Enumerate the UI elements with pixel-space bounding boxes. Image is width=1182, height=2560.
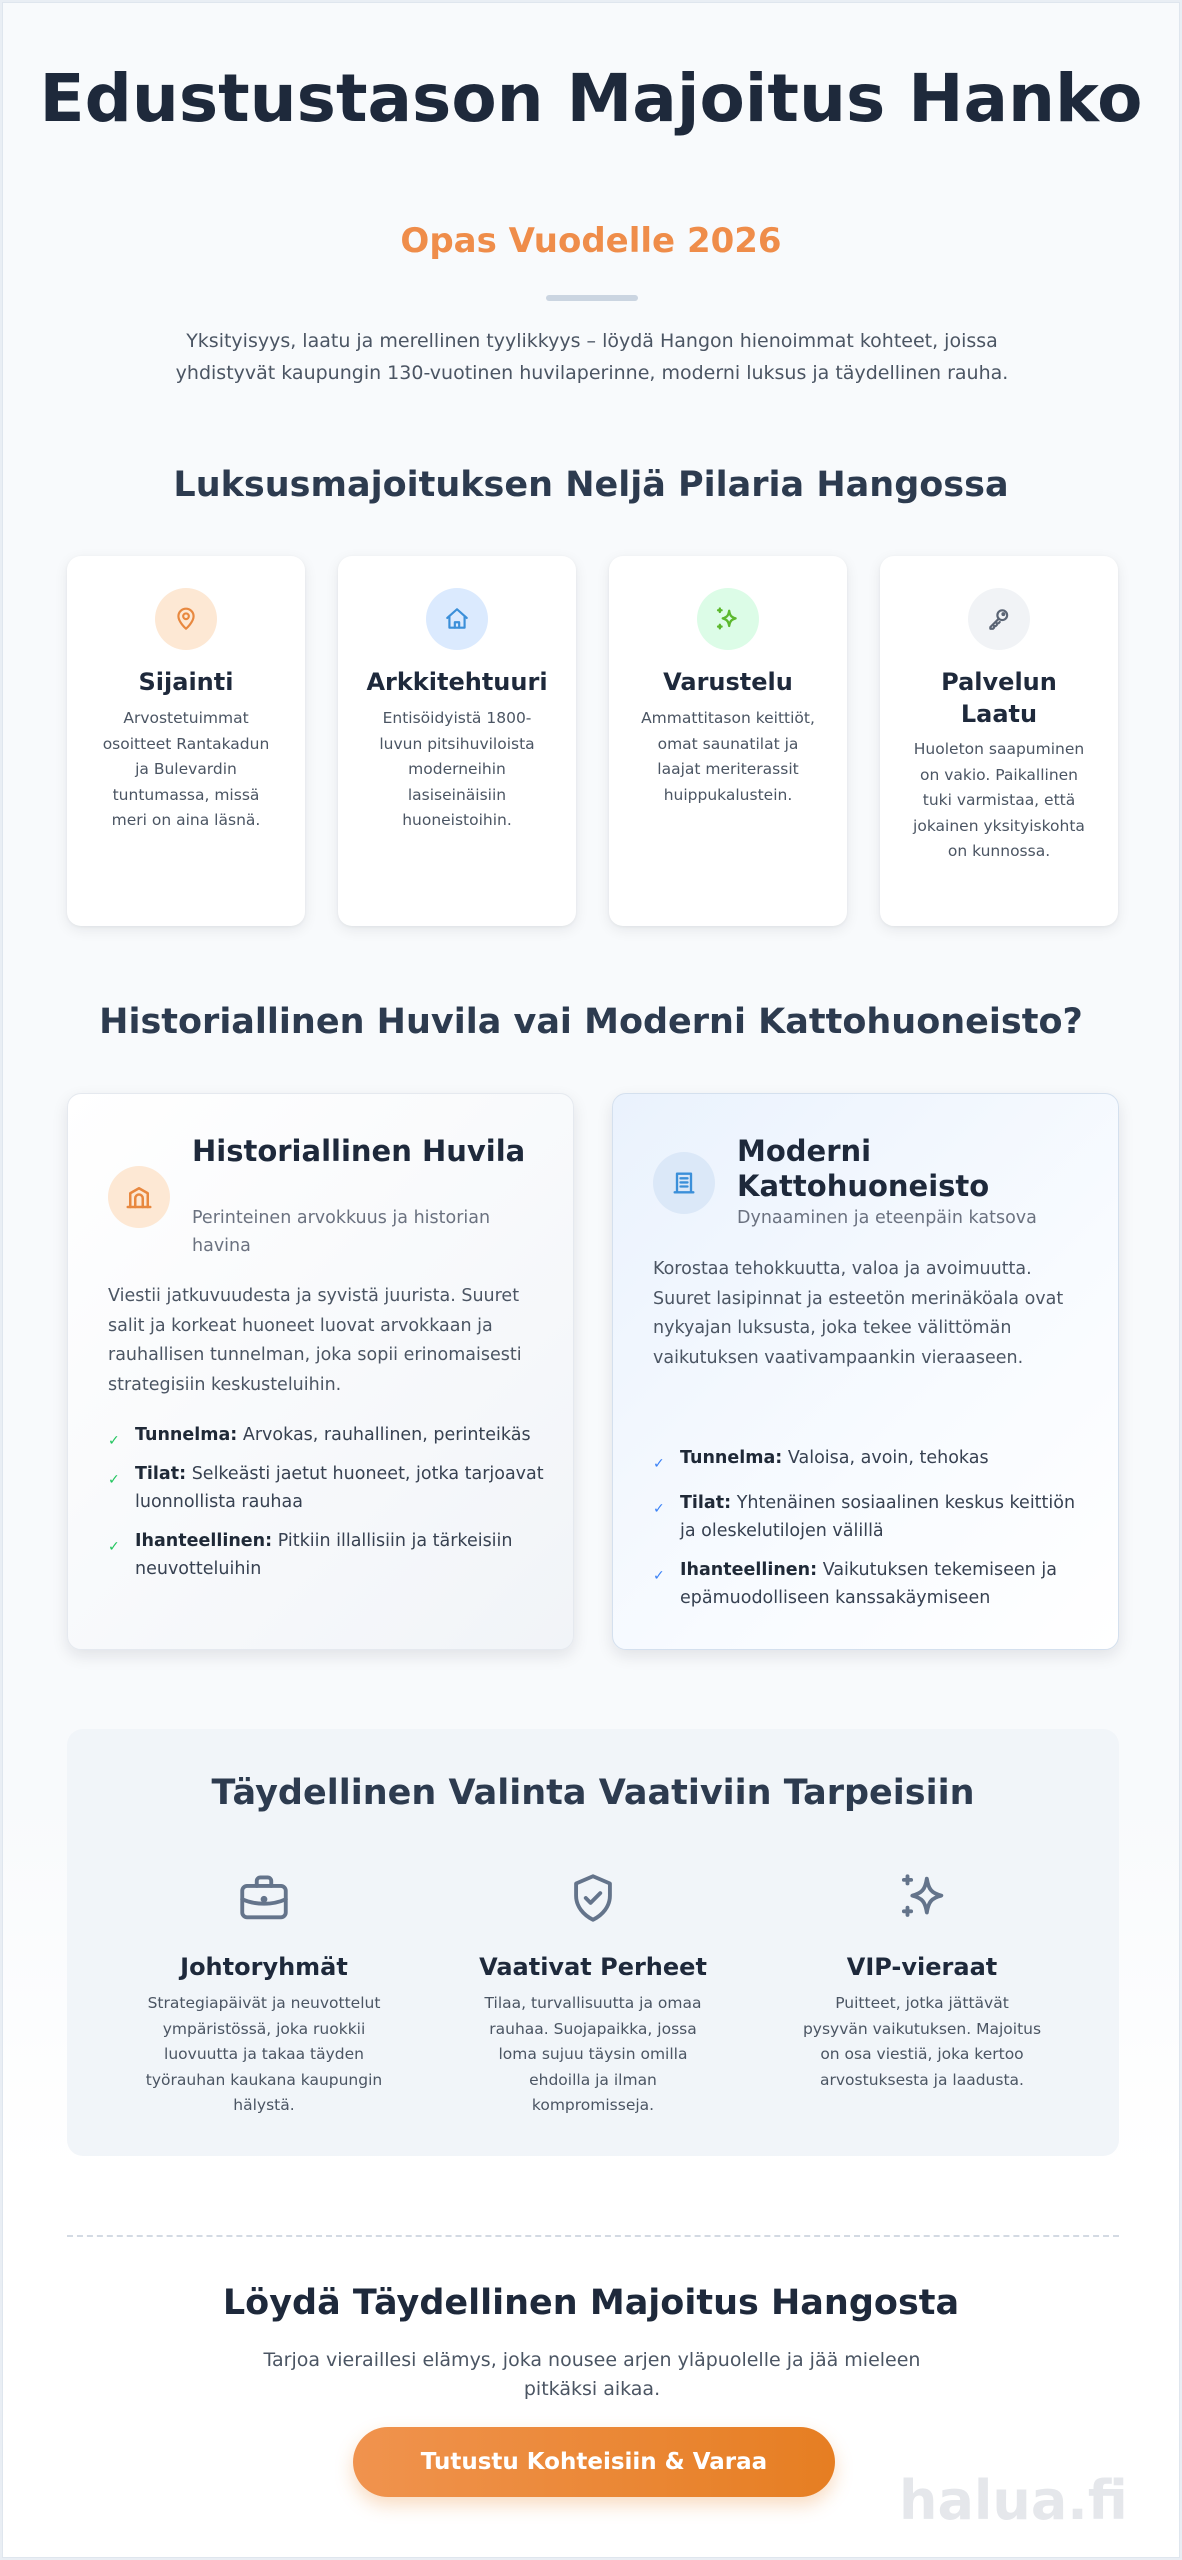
pillar-text: Ammattitason keittiöt, omat saunatilat ja laajat meriterassit huippukalustein. xyxy=(641,709,815,804)
check-icon: ✓ xyxy=(653,1501,665,1517)
card-moderni-kattohuoneisto xyxy=(612,1093,1119,1650)
audience-title-item: Johtoryhmät xyxy=(180,1953,348,1981)
historic-building-icon xyxy=(108,1166,170,1228)
pillars-section xyxy=(67,556,1119,926)
pillars-title: Luksusmajoituksen Neljä Pilaria Hangossa xyxy=(173,465,1009,505)
audience-text: Strategiapäivät ja neuvottelut ympäristössä, joka ruokkii luovuutta ja takaa täyden työrauhan kaukana kaupungin hälystä. xyxy=(145,1994,383,2114)
check-icon: ✓ xyxy=(653,1568,665,1584)
check-icon: ✓ xyxy=(108,1433,120,1449)
feature-item: ✓ Tilat: Yhtenäinen sosiaalinen keskus keittiön ja oleskelutilojen välillä xyxy=(653,1493,1076,1541)
map-pin-icon xyxy=(155,588,217,650)
card-description: Viestii jatkuvuudesta ja syvistä juurista. Suuret salit ja korkeat huoneet luovat arvokkaan ja rauhallisen tunnelman, joka sopii erinomaisesti strategisiin keskusteluihin. xyxy=(108,1286,522,1395)
feature-list xyxy=(108,1421,548,1583)
card-subtitle: Dynaaminen ja eteenpäin katsova xyxy=(737,1208,1037,1228)
pillar-title: Varustelu xyxy=(663,668,793,696)
card-title: Historiallinen Huvila xyxy=(192,1134,526,1168)
page xyxy=(2,2,1180,2558)
feature-item: ✓ Ihanteellinen: Vaikutuksen tekemiseen ja epämuodolliseen kanssakäymiseen xyxy=(653,1560,1057,1608)
audience-text: Puitteet, jotka jättävät pysyvän vaikutuksen. Majoitus on osa viestiä, joka kertoo arvostuksesta ja laadusta. xyxy=(802,1994,1042,2089)
card-historiallinen-huvila xyxy=(67,1093,574,1650)
feature-item: ✓ Tunnelma: Valoisa, avoin, tehokas xyxy=(653,1444,1093,1472)
pillar-title: Palvelun Laatu xyxy=(941,668,1057,728)
feature-list xyxy=(653,1444,1093,1612)
sparkles-icon xyxy=(697,588,759,650)
card-description: Korostaa tehokkuutta, valoa ja avoimuutta. Suuret lasipinnat ja esteetön merinäköala ovat nykyajan luksusta, joka tekee välittömän vaikutuksen vaativampaankin vieraaseen. xyxy=(653,1259,1064,1368)
briefcase-icon xyxy=(124,1867,404,1929)
feature-item: ✓ Ihanteellinen: Pitkiin illallisiin ja tärkeisiin neuvotteluihin xyxy=(108,1531,513,1579)
cta-description: Tarjoa vieraillesi elämys, joka nousee arjen yläpuolelle ja jää mieleen pitkäksi aikaa. xyxy=(263,2349,921,2400)
hero-divider xyxy=(546,295,638,301)
audience-section xyxy=(67,1729,1119,2156)
pillar-title: Arkkitehtuuri xyxy=(366,668,548,696)
audience-item-johtoryhmat xyxy=(124,1867,404,2119)
cta-title: Löydä Täydellinen Majoitus Hangosta xyxy=(222,2283,960,2323)
explore-and-book-button[interactable]: Tutustu Kohteisiin & Varaa xyxy=(353,2427,835,2497)
audience-item-vaativat-perheet xyxy=(453,1867,733,2119)
house-icon xyxy=(426,588,488,650)
feature-item: ✓ Tunnelma: Arvokas, rauhallinen, perinteikäs xyxy=(108,1421,548,1449)
check-icon: ✓ xyxy=(653,1456,665,1472)
check-icon: ✓ xyxy=(108,1472,120,1488)
audience-text: Tilaa, turvallisuutta ja omaa rauhaa. Suojapaikka, jossa loma sujuu täysin omilla ehdoilla ja ilman kompromisseja. xyxy=(484,1994,702,2114)
section-divider xyxy=(67,2235,1119,2237)
pillar-card-sijainti xyxy=(67,556,305,926)
key-icon xyxy=(968,588,1030,650)
audience-item-vip-vieraat xyxy=(782,1867,1062,2093)
pillar-card-palvelun-laatu xyxy=(880,556,1118,926)
hero-description: Yksityisyys, laatu ja merellinen tyylikkyys – löydä Hangon hienoimmat kohteet, joissa yhdistyvät kaupungin 130-vuotinen huvilaperinne, moderni luksus ja täydellinen rauha. xyxy=(175,330,1009,384)
sparkles-icon xyxy=(782,1867,1062,1929)
modern-building-icon xyxy=(653,1152,715,1214)
pillar-card-varustelu xyxy=(609,556,847,926)
card-title: Moderni Kattohuoneisto xyxy=(737,1134,990,1203)
feature-item: ✓ Tilat: Selkeästi jaetut huoneet, jotka tarjoavat luonnollista rauhaa xyxy=(108,1464,544,1512)
comparison-section xyxy=(67,1093,1119,1653)
pillar-title: Sijainti xyxy=(138,668,234,696)
comparison-title: Historiallinen Huvila vai Moderni Kattohuoneisto? xyxy=(99,1002,1083,1042)
watermark-logo: halua.fi xyxy=(899,2469,1128,2532)
shield-check-icon xyxy=(453,1867,733,1929)
audience-title-item: VIP-vieraat xyxy=(846,1953,998,1981)
audience-title-item: Vaativat Perheet xyxy=(479,1953,707,1981)
check-icon: ✓ xyxy=(108,1539,120,1555)
pillar-card-arkkitehtuuri xyxy=(338,556,576,926)
pillar-text: Entisöidyistä 1800-luvun pitsihuviloista moderneihin lasiseinäisiin huoneistoihin. xyxy=(379,709,535,829)
page-title: Edustustason Majoitus Hanko xyxy=(39,60,1143,137)
audience-title: Täydellinen Valinta Vaativiin Tarpeisiin xyxy=(211,1773,975,1813)
pillar-text: Huoleton saapuminen on vakio. Paikallinen tuki varmistaa, että jokainen yksityiskohta on kunnossa. xyxy=(913,740,1085,860)
pillar-text: Arvostetuimmat osoitteet Rantakadun ja Bulevardin tuntumassa, missä meri on aina läsnä. xyxy=(102,709,270,829)
page-subtitle: Opas Vuodelle 2026 xyxy=(400,221,782,261)
card-subtitle: Perinteinen arvokkuus ja historian havina xyxy=(192,1208,491,1256)
